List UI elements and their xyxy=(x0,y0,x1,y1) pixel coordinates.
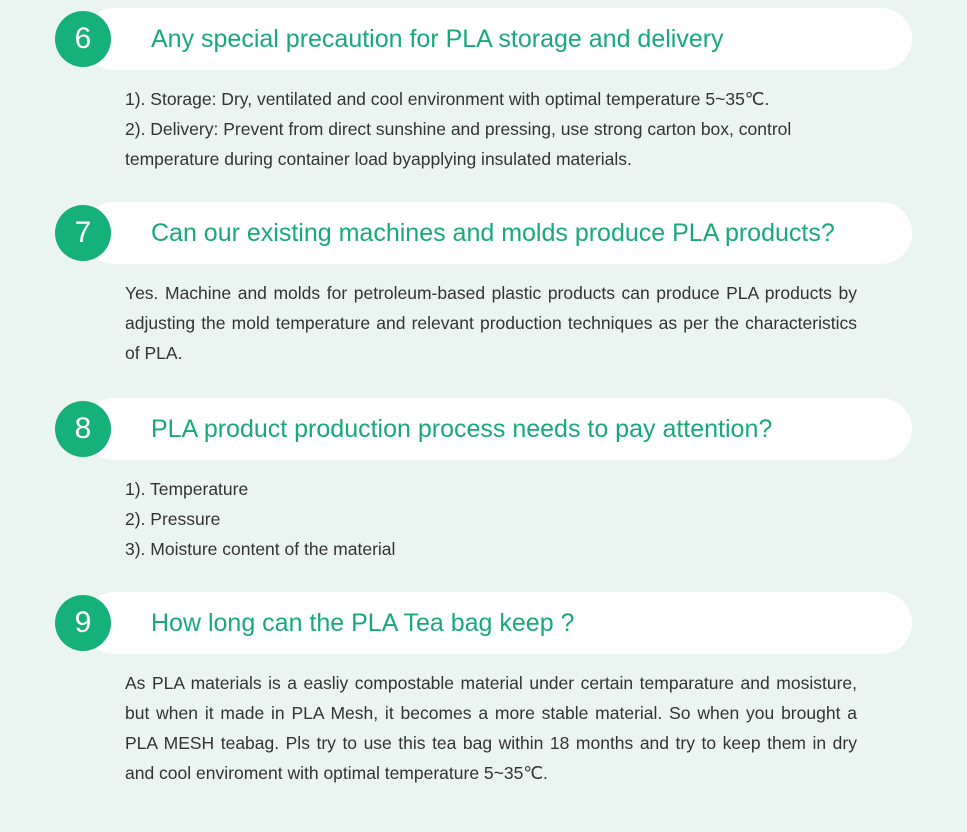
faq-header-7[interactable] xyxy=(55,202,912,264)
faq-item-6 xyxy=(0,8,967,174)
faq-item-7 xyxy=(0,202,967,368)
faq-answer-line: Yes. Machine and molds for petroleum-based plastic products can produce PLA products by adjusting the mold temperature and relevant production techniques as per the characteristics of PLA. xyxy=(125,283,857,363)
faq-question-9: How long can the PLA Tea bag keep ? xyxy=(151,609,575,637)
faq-answer-line: 1). Storage: Dry, ventilated and cool environment with optimal temperature 5~35℃. xyxy=(125,89,770,109)
faq-answer-7 xyxy=(125,278,857,368)
faq-answer-line: 2). Delivery: Prevent from direct sunshine and pressing, use strong carton box, control temperature during container load byapplying insulated materials. xyxy=(125,119,792,169)
faq-number-badge-8: 8 xyxy=(55,401,111,457)
faq-number-badge-9: 9 xyxy=(55,595,111,651)
faq-header-8[interactable] xyxy=(55,398,912,460)
faq-answer-8 xyxy=(125,474,857,564)
faq-answer-line: As PLA materials is a easliy compostable material under certain temparature and mosisture, but when it made in PLA Mesh, it becomes a more stable material. So when you brought a PLA MESH teabag. Pls try to use this tea bag within 18 months and try to keep them in dry and cool enviroment with optimal temperature 5~35℃. xyxy=(125,673,857,783)
faq-header-9[interactable] xyxy=(55,592,912,654)
faq-item-9 xyxy=(0,592,967,788)
section-spacer xyxy=(0,378,967,398)
faq-number-badge-7: 7 xyxy=(55,205,111,261)
faq-answer-line: 3). Moisture content of the material xyxy=(125,539,396,559)
faq-answer-6 xyxy=(125,84,857,174)
faq-question-8: PLA product production process needs to pay attention? xyxy=(151,415,773,443)
faq-answer-line: 2). Pressure xyxy=(125,509,221,529)
faq-number-badge-6: 6 xyxy=(55,11,111,67)
faq-header-6[interactable] xyxy=(55,8,912,70)
faq-answer-line: 1). Temperature xyxy=(125,479,249,499)
faq-question-7: Can our existing machines and molds produce PLA products? xyxy=(151,219,835,247)
faq-item-8 xyxy=(0,398,967,564)
faq-question-6: Any special precaution for PLA storage and delivery xyxy=(151,25,724,53)
section-spacer xyxy=(0,184,967,202)
faq-answer-9 xyxy=(125,668,857,788)
section-spacer xyxy=(0,574,967,592)
